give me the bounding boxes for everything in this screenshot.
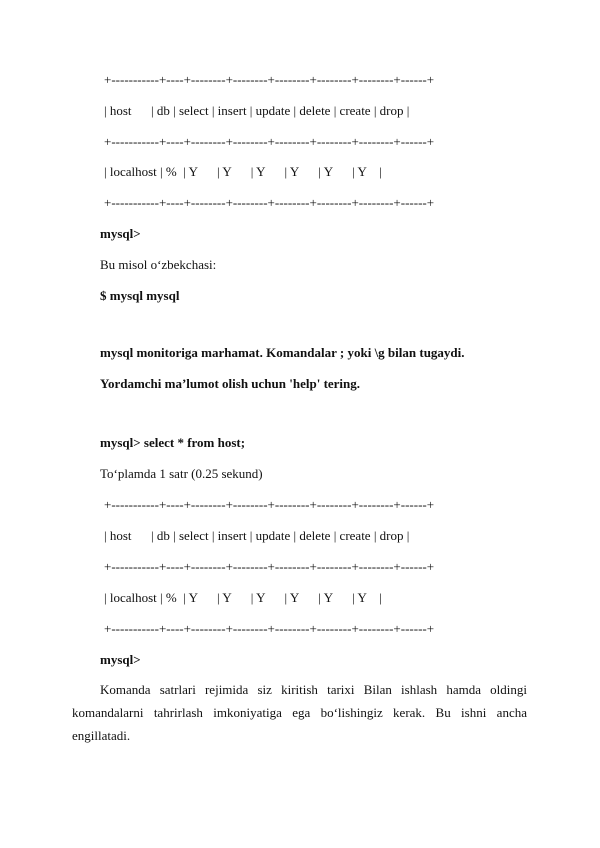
table-border: +-----------+----+--------+--------+--------+--------+--------+------+	[104, 72, 435, 87]
body-paragraph: Komanda satrlari rejimida siz kiritish tarixi Bilan ishlash hamda oldingi komandalarni tahrirlash imkoniyatiga ega bo‘lishingiz kerak. Bu ishni ancha engillatadi.	[72, 682, 527, 743]
shell-command: $ mysql mysql	[100, 288, 180, 303]
result-info: To‘plamda 1 satr (0.25 sekund)	[100, 466, 263, 481]
table-border: +-----------+----+--------+--------+--------+--------+--------+------+	[104, 195, 435, 210]
table-border: +-----------+----+--------+--------+--------+--------+--------+------+	[104, 134, 435, 149]
intro-text: Bu misol o‘zbekchasi:	[100, 257, 217, 272]
welcome-line-1: mysql monitoriga marhamat. Komandalar ; yoki \g bilan tugaydi.	[100, 345, 465, 360]
table-border: +-----------+----+--------+--------+--------+--------+--------+------+	[104, 621, 435, 636]
select-query: mysql> select * from host;	[100, 435, 246, 450]
table-data-row: | localhost | % | Y | Y | Y | Y | Y | Y |	[104, 164, 382, 179]
table-header-row: | host | db | select | insert | update | delete | create | drop |	[104, 528, 410, 543]
table-border: +-----------+----+--------+--------+--------+--------+--------+------+	[104, 497, 435, 512]
mysql-prompt: mysql>	[100, 226, 141, 241]
table-data-row: | localhost | % | Y | Y | Y | Y | Y | Y |	[104, 590, 382, 605]
table-header-row: | host | db | select | insert | update | delete | create | drop |	[104, 103, 410, 118]
welcome-line-2: Yordamchi ma’lumot olish uchun 'help' tering.	[100, 376, 361, 391]
mysql-prompt: mysql>	[100, 652, 141, 667]
table-border: +-----------+----+--------+--------+--------+--------+--------+------+	[104, 559, 435, 574]
